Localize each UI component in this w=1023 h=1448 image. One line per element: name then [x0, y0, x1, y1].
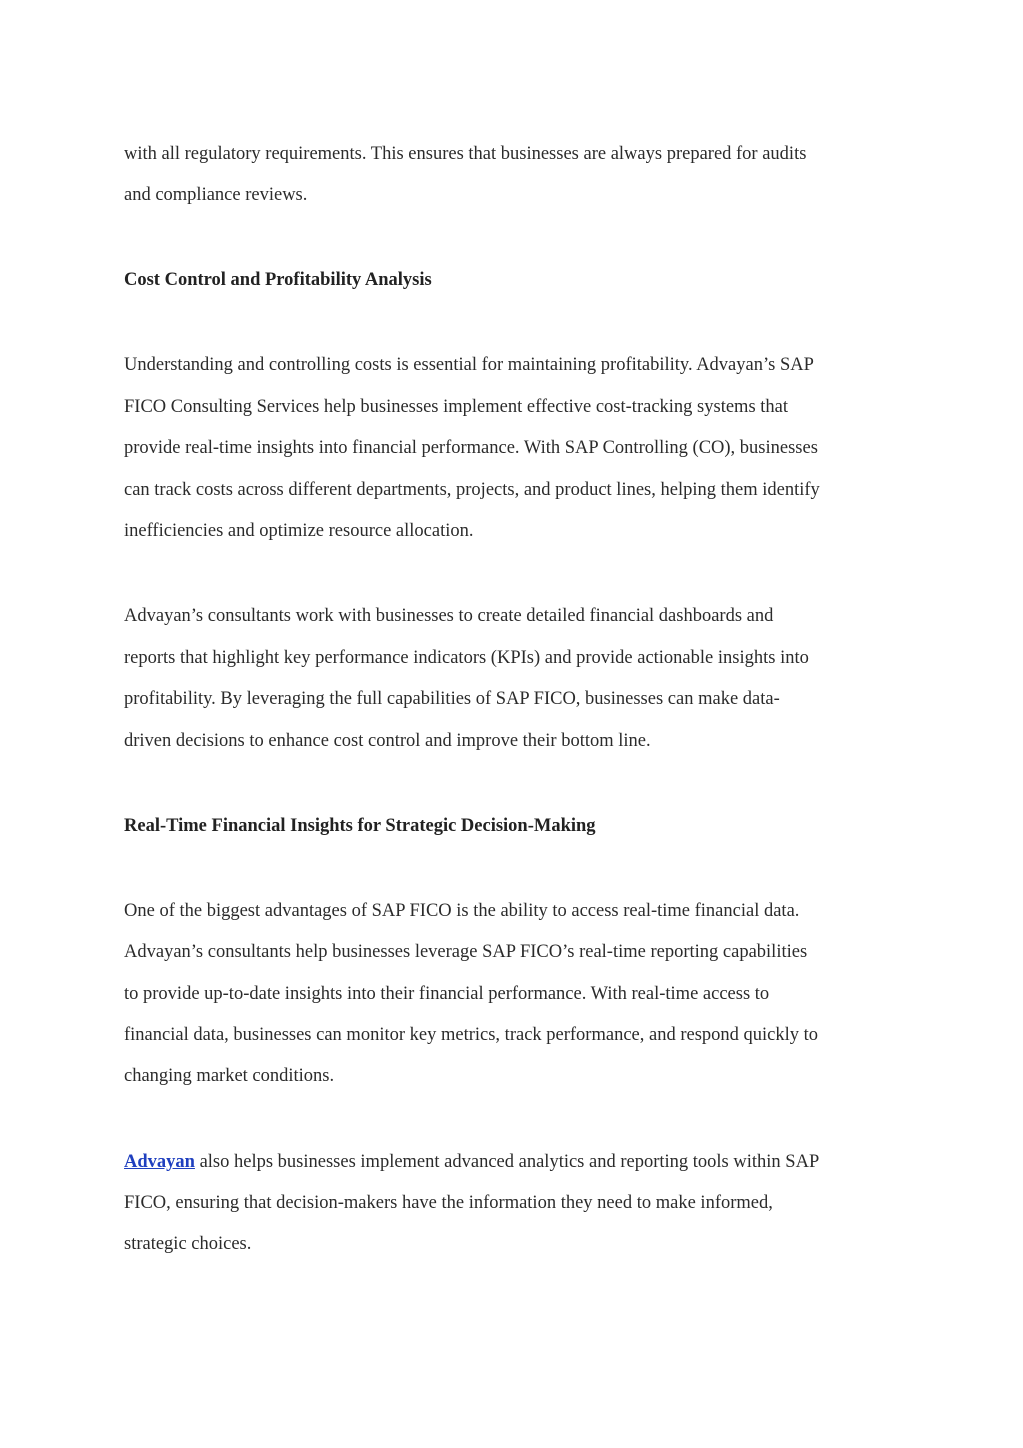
- section-heading-cost-control: Cost Control and Profitability Analysis: [124, 270, 432, 290]
- paragraph-line: One of the biggest advantages of SAP FICO is the ability to access real-time financial data.: [124, 901, 800, 921]
- paragraph-line: Advayan’s consultants work with businesses to create detailed financial dashboards and: [124, 606, 774, 626]
- paragraph-line: Understanding and controlling costs is essential for maintaining profitability. Advayan’s SAP: [124, 355, 814, 375]
- intro-line: and compliance reviews.: [124, 185, 308, 205]
- paragraph-line: changing market conditions.: [124, 1066, 335, 1086]
- paragraph-line: FICO Consulting Services help businesses implement effective cost-tracking systems that: [124, 397, 789, 417]
- paragraph-line: financial data, businesses can monitor key metrics, track performance, and respond quickly to: [124, 1025, 819, 1045]
- paragraph-line-text: also helps businesses implement advanced analytics and reporting tools within SAP: [194, 1152, 820, 1172]
- paragraph-line: inefficiencies and optimize resource allocation.: [124, 521, 474, 541]
- paragraph-line: FICO, ensuring that decision-makers have the information they need to make informed,: [124, 1193, 773, 1213]
- advayan-link[interactable]: Advayan: [124, 1152, 195, 1172]
- paragraph-line: Advayan’s consultants help businesses leverage SAP FICO’s real-time reporting capabilities: [124, 942, 808, 962]
- paragraph-line: profitability. By leveraging the full capabilities of SAP FICO, businesses can make data-: [124, 689, 780, 709]
- paragraph-line: reports that highlight key performance indicators (KPIs) and provide actionable insights into: [124, 648, 809, 668]
- paragraph-line: provide real-time insights into financial performance. With SAP Controlling (CO), businesses: [124, 438, 818, 458]
- paragraph-line: [124, 1151, 914, 1173]
- paragraph-line: strategic choices.: [124, 1234, 252, 1254]
- intro-line: with all regulatory requirements. This ensures that businesses are always prepared for audits: [124, 144, 807, 164]
- section-heading-real-time-insights: Real-Time Financial Insights for Strategic Decision-Making: [124, 816, 596, 836]
- paragraph-line: can track costs across different departments, projects, and product lines, helping them identify: [124, 480, 820, 500]
- paragraph-line: to provide up-to-date insights into their financial performance. With real-time access to: [124, 984, 770, 1004]
- paragraph-line: driven decisions to enhance cost control and improve their bottom line.: [124, 731, 651, 751]
